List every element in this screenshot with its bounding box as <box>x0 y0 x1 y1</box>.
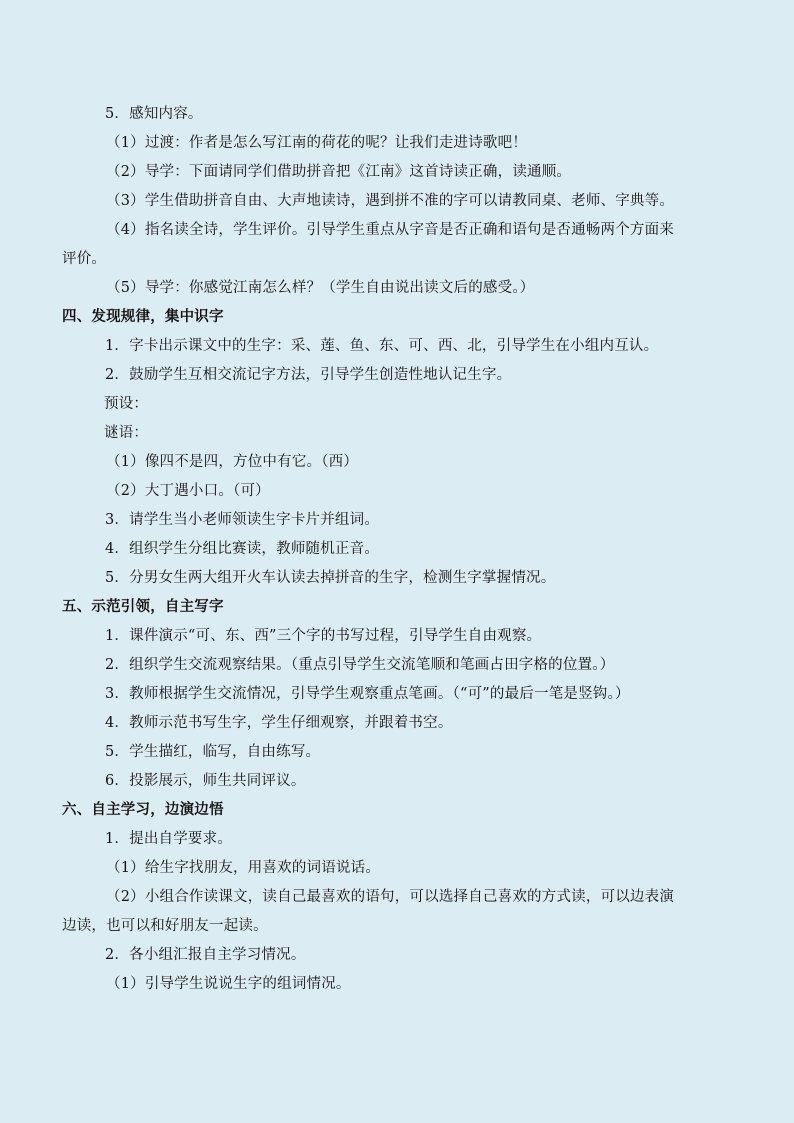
list-item: （1）给生字找朋友，用喜欢的词语说话。 <box>106 860 381 876</box>
section-heading: 五、示范引领，自主写字 <box>62 599 224 615</box>
list-item: 1．字卡出示课文中的生字：采、莲、鱼、东、可、西、北，引导学生在小组内互认。 <box>105 338 659 354</box>
list-item: 谜语： <box>104 425 149 441</box>
list-item: 4．教师示范书写生字，学生仔细观察，并跟着书空。 <box>105 715 453 731</box>
list-item: 3．请学生当小老师领读生字卡片并组词。 <box>105 512 380 528</box>
list-item: （1）过渡：作者是怎么写江南的荷花的呢？让我们走进诗歌吧！ <box>106 135 528 151</box>
list-item: （2）导学：下面请同学们借助拼音把《江南》这首诗读正确，读通顺。 <box>106 164 572 180</box>
list-item-continuation: 评价。 <box>62 251 107 267</box>
list-item: 4．组织学生分组比赛读，教师随机正音。 <box>105 541 380 557</box>
list-item: 2．组织学生交流观察结果。（重点引导学生交流笔顺和笔画占田字格的位置。） <box>105 657 615 673</box>
list-item: 1．课件演示“可、东、西”三个字的书写过程，引导学生自由观察。 <box>105 628 542 644</box>
list-item: （2）大丁遇小口。（可） <box>106 483 270 499</box>
list-item: 2．各小组汇报自主学习情况。 <box>105 947 306 963</box>
list-item: 2．鼓励学生互相交流记字方法，引导学生创造性地认记生字。 <box>105 367 512 383</box>
document-page <box>0 100 794 999</box>
list-item-continuation: 边读，也可以和好朋友一起读。 <box>62 918 268 934</box>
list-item: 3．教师根据学生交流情况，引导学生观察重点笔画。（“可”的最后一笔是竖钩。） <box>105 686 630 702</box>
list-item: （5）导学：你感觉江南怎么样？（学生自由说出读文后的感受。） <box>106 280 535 296</box>
list-item: （1）像四不是四，方位中有它。（西） <box>106 454 359 470</box>
list-item: 1．提出自学要求。 <box>105 831 233 847</box>
list-item: 6．投影展示，师生共同评议。 <box>105 773 306 789</box>
list-item: （2）小组合作读课文，读自己最喜欢的语句，可以选择自己喜欢的方式读，可以边表演 <box>106 889 675 905</box>
list-item: （1）引导学生说说生字的组词情况。 <box>106 976 351 992</box>
section-heading: 四、发现规律，集中识字 <box>62 309 224 325</box>
list-item: 5．分男女生两大组开火车认读去掉拼音的生字，检测生字掌握情况。 <box>105 570 556 586</box>
list-item: 5．感知内容。 <box>105 106 203 122</box>
list-item: 预设： <box>104 396 149 412</box>
section-heading: 六、自主学习，边演边悟 <box>62 802 224 818</box>
list-item: （4）指名读全诗，学生评价。引导学生重点从字音是否正确和语句是否通畅两个方面来 <box>106 222 675 238</box>
list-item: （3）学生借助拼音自由、大声地读诗，遇到拼不准的字可以请教同桌、老师、字典等。 <box>106 193 675 209</box>
list-item: 5．学生描红，临写，自由练写。 <box>105 744 321 760</box>
